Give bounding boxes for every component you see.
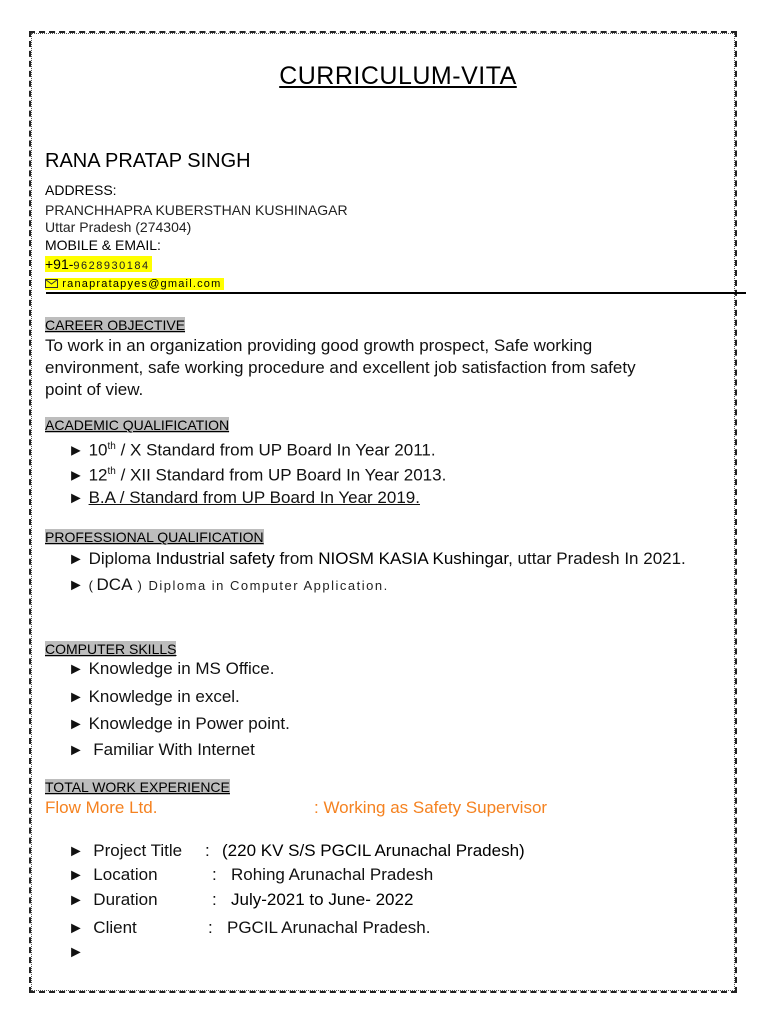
professional-heading: PROFESSIONAL QUALIFICATION [45,529,264,545]
computer-skill-item: ► Knowledge in MS Office. [68,659,275,678]
phone-number: 9628930184 [73,260,150,272]
phone-prefix: +91- [45,256,74,272]
bullet-icon: ► [68,551,84,568]
bullet-icon: ► [68,742,84,759]
computer-skill-item: ► Knowledge in excel. [68,687,240,706]
bullet-icon: ► [68,892,84,909]
career-objective-line-2: environment, safe working procedure and excellent job satisfaction from safety [45,358,636,377]
experience-row-sep: : [212,865,217,884]
bullet-icon: ► [68,442,84,460]
experience-row: ► Project Title [68,841,183,860]
address-line-2: Uttar Pradesh (274304) [45,219,192,235]
experience-row-value: PGCIL Arunachal Pradesh. [227,918,431,937]
experience-row-sep: : [208,918,213,937]
header-divider [46,292,746,294]
bullet-icon: ► [68,944,84,961]
bullet-icon: ► [68,577,84,594]
professional-item-1: ► Diploma Industrial safety from NIOSM KASIA Kushingar, uttar Pradesh In 2021. [68,549,686,568]
career-objective-heading: CAREER OBJECTIVE [45,317,186,333]
company-name: Flow More Ltd. [45,798,158,817]
bullet-icon: ► [68,920,84,937]
academic-item-3: ► B.A / Standard from UP Board In Year 2019. [68,488,420,507]
candidate-name: RANA PRATAP SINGH [45,150,251,172]
envelope-icon [45,278,62,290]
empty-bullet [68,941,84,964]
professional-item-2: ► ( DCA ) Diploma in Computer Application. [68,575,389,594]
career-objective-line-3: point of view. [45,380,144,399]
career-objective-line-1: To work in an organization providing good growth prospect, Safe working [45,336,593,355]
bullet-icon: ► [68,843,84,860]
computer-skill-item: ► Knowledge in Power point. [68,714,290,733]
academic-item-2: ► 12th / XII Standard from UP Board In Year 2013. [68,465,447,485]
academic-item-1: ► 10th / X Standard from UP Board In Year 2011. [68,440,436,460]
contact-label: MOBILE & EMAIL: [45,237,161,253]
address-label: ADDRESS: [45,182,117,198]
experience-row-sep: : [212,890,217,909]
phone [45,256,152,272]
computer-skill-item: ► Familiar With Internet [68,740,255,759]
experience-row: ► Duration [68,890,158,909]
address-line-1: PRANCHHAPRA KUBERSTHAN KUSHINAGAR [45,202,348,218]
bullet-icon: ► [68,867,84,884]
experience-row-value: July-2021 to June- 2022 [231,890,414,909]
bullet-icon: ► [68,661,84,678]
academic-heading: ACADEMIC QUALIFICATION [45,417,230,433]
work-experience-heading: TOTAL WORK EXPERIENCE [45,779,230,795]
email-row[interactable] [45,278,224,290]
job-role: : Working as Safety Supervisor [314,798,548,817]
document-title: CURRICULUM-VITA [279,62,517,90]
bullet-icon: ► [68,689,84,706]
bullet-icon: ► [68,467,84,485]
experience-row-sep: : [205,841,210,860]
bullet-icon: ► [68,716,84,733]
experience-row-value: Rohing Arunachal Pradesh [231,865,434,884]
experience-row: ► Client [68,918,137,937]
email-address[interactable]: ranapratapyes@gmail.com [62,278,222,290]
computer-skills-heading: COMPUTER SKILLS [45,641,177,657]
experience-row-value: (220 KV S/S PGCIL Arunachal Pradesh) [222,841,525,860]
bullet-icon: ► [68,490,84,507]
experience-row: ► Location [68,865,158,884]
